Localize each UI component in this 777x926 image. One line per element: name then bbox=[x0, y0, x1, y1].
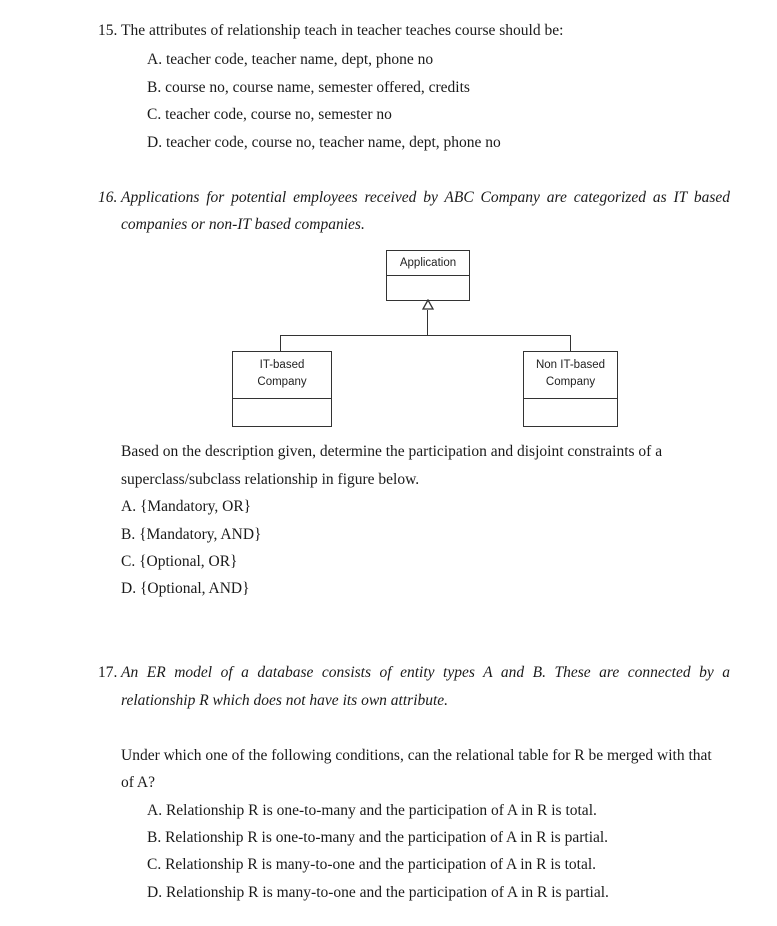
q17-stem-line1-text: An ER model of a database consists of entity types A and B. These are connected by a bbox=[121, 664, 730, 681]
q15-option-c: C. teacher code, course no, semester no bbox=[147, 106, 392, 123]
q15-option-d: D. teacher code, course no, teacher name, dept, phone no bbox=[147, 134, 501, 151]
subclass-non-it-based-label-line2: Company bbox=[545, 376, 596, 388]
superclass-label: Application bbox=[399, 257, 457, 269]
q17-option-b: B. Relationship R is one-to-many and the participation of A in R is partial. bbox=[147, 829, 609, 846]
q16-option-c: C. {Optional, OR} bbox=[121, 553, 238, 570]
q17-option-a: A. Relationship R is one-to-many and the participation of A in R is total. bbox=[147, 802, 597, 819]
subclass-non-it-based-attributes bbox=[524, 398, 617, 426]
q16-stem-line1 bbox=[121, 188, 730, 208]
q17-stem-line2: relationship R which does not have its own attribute. bbox=[121, 692, 449, 709]
q15-option-b: B. course no, course name, semester offered, credits bbox=[147, 79, 470, 96]
connector-vertical-main bbox=[427, 310, 428, 336]
connector-horizontal bbox=[280, 335, 571, 336]
q17-body-line1: Under which one of the following conditions, can the relational table for R be merged with that bbox=[121, 747, 712, 764]
q16-body-line2: superclass/subclass relationship in figure below. bbox=[121, 471, 420, 488]
subclass-non-it-based-label-line1: Non IT-based bbox=[535, 359, 606, 371]
connector-left-drop bbox=[280, 335, 281, 352]
q15-option-a: A. teacher code, teacher name, dept, phone no bbox=[147, 51, 434, 68]
subclass-it-based-label-line2: Company bbox=[257, 376, 307, 388]
connector-right-drop bbox=[570, 335, 571, 352]
superclass-application-box bbox=[386, 250, 470, 301]
q16-option-d: D. {Optional, AND} bbox=[121, 580, 250, 597]
q16-number: 16. bbox=[98, 189, 118, 206]
q17-number: 17. bbox=[98, 664, 118, 681]
subclass-it-based-attributes bbox=[233, 398, 331, 426]
q16-body-line1: Based on the description given, determine the participation and disjoint constraints of a bbox=[121, 443, 663, 460]
q16-stem-line2: companies or non-IT based companies. bbox=[121, 216, 365, 233]
q17-option-c: C. Relationship R is many-to-one and the participation of A in R is total. bbox=[147, 856, 597, 873]
subclass-it-based-label-line1: IT-based bbox=[259, 359, 305, 371]
subclass-non-it-based-box bbox=[523, 351, 618, 427]
q15-stem: 15. The attributes of relationship teach in teacher teaches course should be: bbox=[98, 22, 564, 39]
q16-option-a: A. {Mandatory, OR} bbox=[121, 498, 252, 515]
q17-body-line2: of A? bbox=[121, 774, 156, 791]
q16-option-b: B. {Mandatory, AND} bbox=[121, 526, 262, 543]
subclass-it-based-box bbox=[232, 351, 332, 427]
superclass-attributes bbox=[387, 275, 469, 300]
q16-stem-line1-text: Applications for potential employees received by ABC Company are categorized as IT based bbox=[121, 189, 730, 206]
q17-stem-line1 bbox=[121, 663, 730, 683]
q17-option-d: D. Relationship R is many-to-one and the participation of A in R is partial. bbox=[147, 884, 609, 901]
